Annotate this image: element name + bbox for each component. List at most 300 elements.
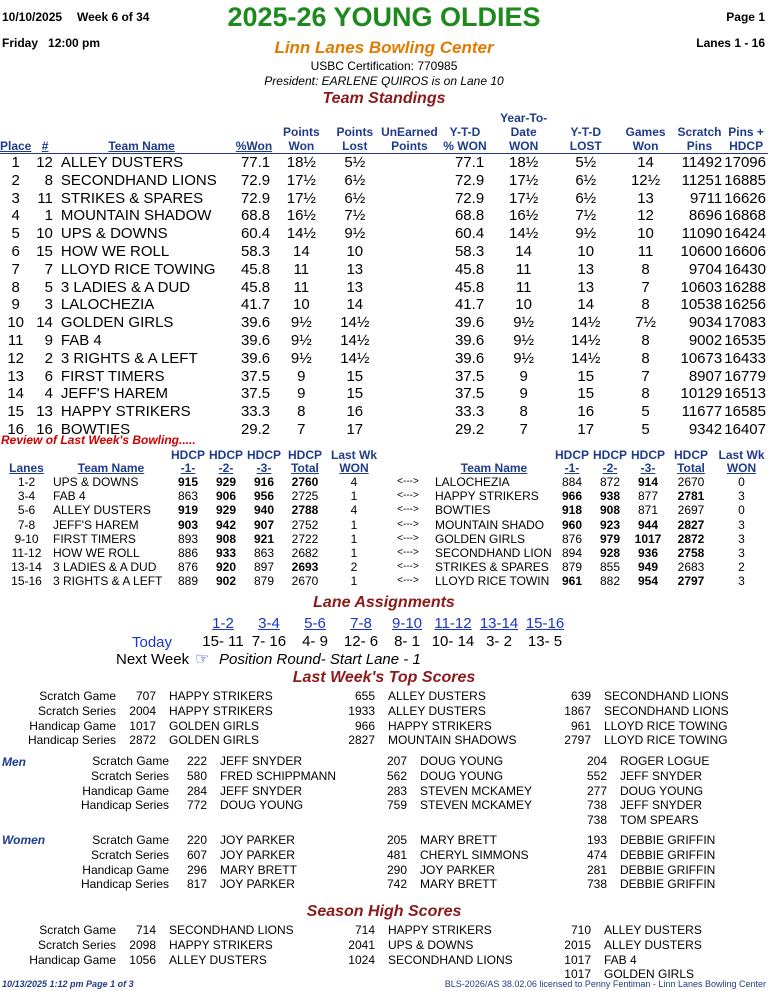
- score-name: LLOYD RICE TOWING: [604, 733, 728, 748]
- standings-cell: 14½: [571, 314, 601, 332]
- review-team-b: STRIKES & SPARES: [435, 560, 549, 575]
- score-name: HAPPY STRIKERS: [388, 923, 492, 937]
- standings-cell: 37.5: [454, 385, 485, 403]
- standings-cell: 8: [641, 385, 650, 403]
- score-value: 1017: [564, 952, 591, 967]
- standings-cell: 16407: [724, 420, 766, 438]
- lane-pair-today: 10- 14: [431, 633, 475, 650]
- review-score-b: 2781: [677, 489, 705, 504]
- review-lanes: 11-12: [11, 546, 42, 561]
- standings-cell: 9002: [688, 331, 723, 349]
- standings-cell: STRIKES & SPARES: [60, 189, 204, 207]
- lane-pair-label: 1-2: [212, 615, 234, 632]
- standings-cell: LLOYD RICE TOWING: [60, 260, 216, 278]
- lane-pair-label: 7-8: [350, 615, 372, 632]
- lane-pair-today: 8- 1: [394, 633, 420, 650]
- score-name: DEBBIE GRIFFIN: [620, 862, 716, 877]
- standings-cell: 72.9: [240, 189, 271, 207]
- rv-col-g2b: HDCP -2-: [592, 448, 627, 475]
- standings-cell: 10538: [680, 296, 723, 314]
- score-label: Handicap Game: [82, 783, 169, 798]
- season-high-title: Season High Scores: [306, 903, 462, 920]
- review-score-b: 2758: [677, 546, 705, 561]
- score-value: 817: [186, 877, 207, 892]
- score-value: 738: [586, 877, 607, 892]
- review-score-a: 933: [215, 546, 237, 561]
- review-score-b: 2872: [677, 531, 705, 546]
- review-score-a: 908: [215, 531, 237, 546]
- standings-cell: [381, 421, 438, 439]
- score-value: 607: [186, 847, 207, 862]
- standings-cell: 16585: [724, 403, 766, 421]
- standings-cell: 11: [293, 278, 310, 296]
- standings-cell: 11: [37, 189, 53, 207]
- review-score-a: 863: [253, 546, 275, 561]
- standings-row: [0, 350, 768, 368]
- standings-cell: 58.3: [240, 242, 271, 260]
- standings-cell: 60.4: [454, 225, 485, 243]
- review-score-a: 876: [177, 560, 199, 575]
- lane-pair-today: 3- 2: [486, 633, 512, 650]
- review-score-a: 2670: [291, 574, 319, 589]
- score-value: 2098: [129, 937, 156, 952]
- col-team: Team Name: [108, 139, 175, 153]
- review-score-a: 2725: [291, 489, 319, 504]
- standings-cell: 9½: [513, 314, 535, 332]
- standings-cell: 10: [36, 225, 53, 243]
- score-value: 474: [586, 847, 607, 862]
- standings-cell: [381, 332, 438, 350]
- standings-cell: 14: [293, 242, 310, 260]
- score-name: FAB 4: [604, 952, 637, 967]
- standings-cell: 15: [7, 403, 25, 421]
- page-number: Page 1: [726, 10, 765, 24]
- standings-row: [0, 190, 768, 208]
- standings-cell: 9711: [689, 189, 723, 207]
- review-score-a: 2752: [291, 517, 319, 532]
- standings-cell: 1: [44, 207, 53, 225]
- rv-col-team: Team Name: [77, 461, 145, 475]
- standings-cell: 13: [346, 278, 364, 296]
- standings-cell: 9342: [688, 420, 723, 438]
- score-name: DEBBIE GRIFFIN: [620, 847, 716, 862]
- standings-cell: 37.5: [240, 385, 271, 403]
- standings-cell: 7: [641, 367, 650, 385]
- score-value: 961: [570, 718, 591, 733]
- review-won-a: 1: [350, 531, 358, 546]
- standings-cell: 6: [11, 242, 20, 260]
- score-name: ROGER LOGUE: [620, 754, 710, 768]
- standings-cell: 6½: [575, 171, 597, 189]
- review-score-a: 893: [177, 531, 199, 546]
- standings-cell: 8: [641, 296, 650, 314]
- standings-cell: [381, 207, 438, 225]
- standings-cell: 33.3: [240, 403, 271, 421]
- score-name: DEBBIE GRIFFIN: [620, 877, 716, 892]
- standings-cell: 10: [637, 225, 654, 243]
- next-week-text: Position Round- Start Lane - 1: [219, 651, 421, 668]
- standings-cell: 13: [346, 260, 364, 278]
- standings-cell: [381, 190, 438, 208]
- review-score-b: 855: [599, 560, 621, 575]
- review-row: [0, 518, 768, 532]
- col-ytd-lost: Y-T-D LOST: [569, 125, 602, 153]
- standings-cell: JEFF'S HAREM: [60, 385, 168, 403]
- standings-cell: 1: [11, 154, 20, 171]
- standings-cell: 17083: [724, 314, 766, 332]
- score-value: 481: [386, 847, 407, 862]
- review-score-b: 938: [599, 489, 621, 504]
- score-name: ALLEY DUSTERS: [388, 689, 486, 703]
- review-score-b: 954: [637, 574, 659, 589]
- standings-cell: 11: [293, 260, 310, 278]
- league-title: 2025-26 YOUNG OLDIES: [227, 2, 541, 32]
- standings-cell: 11: [515, 278, 532, 296]
- review-vs-arrow: <--->: [397, 518, 419, 530]
- standings-cell: 15: [346, 385, 364, 403]
- review-score-a: 889: [177, 574, 199, 589]
- standings-cell: 3 LADIES & A DUD: [60, 278, 191, 296]
- score-value: 707: [135, 689, 156, 703]
- review-score-a: 2722: [291, 531, 319, 546]
- review-vs-arrow: <--->: [397, 561, 419, 573]
- standings-cell: 5: [44, 278, 53, 296]
- standings-cell: 7½: [575, 207, 597, 225]
- score-label: Handicap Game: [29, 718, 116, 733]
- standings-cell: [381, 296, 438, 314]
- review-score-a: 942: [215, 517, 237, 532]
- score-name: STEVEN MCKAMEY: [420, 783, 533, 798]
- standings-cell: 16430: [724, 260, 766, 278]
- review-score-b: 966: [561, 489, 583, 504]
- lane-pair-label: 11-12: [434, 615, 472, 632]
- score-label: Handicap Series: [80, 877, 169, 892]
- score-value: 277: [586, 783, 607, 798]
- review-table: [0, 449, 768, 589]
- next-week-label: Next Week: [116, 651, 190, 668]
- standings-cell: 8: [641, 349, 650, 367]
- standings-cell: 3: [11, 189, 20, 207]
- score-value: 759: [386, 798, 407, 813]
- score-value: 742: [386, 877, 407, 892]
- standings-cell: 9½: [513, 331, 535, 349]
- standings-cell: 14: [515, 242, 532, 260]
- review-lanes: 1-2: [17, 475, 36, 489]
- review-score-a: 902: [215, 574, 237, 589]
- standings-cell: 9½: [575, 225, 597, 243]
- score-label: Scratch Series: [37, 703, 116, 718]
- score-value: 2797: [564, 733, 591, 748]
- standings-cell: 39.6: [240, 314, 271, 332]
- score-value: 205: [386, 833, 407, 847]
- review-score-b: 979: [599, 531, 621, 546]
- rv-col-g1b: HDCP -1-: [554, 448, 589, 475]
- standings-cell: 9704: [688, 260, 723, 278]
- score-value: 710: [570, 923, 591, 937]
- standings-cell: [381, 154, 438, 172]
- standings-row: [0, 225, 768, 243]
- standings-row: [0, 154, 768, 172]
- standings-cell: 7½: [635, 314, 656, 332]
- review-lanes: 13-14: [11, 560, 42, 575]
- standings-cell: 16: [577, 403, 595, 421]
- standings-cell: [381, 368, 438, 386]
- score-value: 193: [586, 833, 607, 847]
- standings-cell: 72.9: [454, 189, 485, 207]
- review-won-b: 3: [738, 531, 745, 546]
- review-lanes: 5-6: [17, 503, 36, 518]
- review-vs-arrow: <--->: [397, 575, 419, 587]
- rv-col-g1: HDCP -1-: [170, 448, 205, 475]
- standings-cell: 9½: [290, 331, 312, 349]
- standings-cell: 6: [44, 367, 53, 385]
- score-value: 1017: [564, 967, 591, 982]
- standings-cell: 16256: [724, 296, 766, 314]
- review-score-a: 863: [177, 489, 199, 504]
- score-name: MARY BRETT: [420, 833, 497, 847]
- standings-cell: UPS & DOWNS: [60, 225, 168, 243]
- review-score-b: 894: [561, 546, 583, 561]
- pointing-hand-icon: ☞: [195, 651, 210, 668]
- score-name: DOUG YOUNG: [220, 798, 304, 813]
- standings-cell: 17½: [509, 171, 539, 189]
- score-name: DOUG YOUNG: [620, 783, 704, 798]
- review-team-b: GOLDEN GIRLS: [435, 531, 526, 546]
- review-won-b: 2: [738, 560, 745, 575]
- review-score-a: 940: [253, 503, 275, 518]
- score-value: 222: [186, 754, 207, 768]
- score-label: Scratch Game: [39, 689, 116, 703]
- review-team-a: FIRST TIMERS: [53, 531, 136, 546]
- col-scratch: Scratch Pins: [677, 125, 722, 153]
- standings-cell: 10: [515, 296, 532, 314]
- score-name: HAPPY STRIKERS: [169, 703, 273, 718]
- score-value: 220: [186, 833, 207, 847]
- review-score-a: 956: [253, 489, 275, 504]
- score-label: Scratch Series: [90, 847, 169, 862]
- standings-cell: 5: [641, 420, 650, 438]
- standings-cell: GOLDEN GIRLS: [60, 314, 174, 332]
- standings-cell: 16288: [724, 278, 766, 296]
- review-won-b: 0: [738, 503, 745, 518]
- standings-cell: 16433: [724, 349, 766, 367]
- standings-row: [0, 207, 768, 225]
- review-score-b: 961: [561, 574, 583, 589]
- score-name: MARY BRETT: [220, 862, 297, 877]
- review-won-a: 1: [350, 517, 358, 532]
- standings-cell: 8907: [688, 367, 723, 385]
- standings-cell: 9: [44, 331, 53, 349]
- score-name: SECONDHAND LIONS: [388, 952, 513, 967]
- col-pts-won: Points Won: [283, 125, 320, 153]
- standings-cell: 7: [297, 420, 306, 438]
- lane-assign-title: Lane Assignments: [313, 594, 455, 611]
- standings-cell: 8: [519, 403, 528, 421]
- standings-cell: 5½: [575, 154, 597, 171]
- score-value: 1056: [129, 952, 156, 967]
- score-name: GOLDEN GIRLS: [169, 733, 260, 748]
- standings-cell: 14½: [286, 225, 316, 243]
- review-score-a: 929: [215, 475, 237, 489]
- women-label: Women: [2, 833, 46, 847]
- standings-cell: LALOCHEZIA: [60, 296, 155, 314]
- score-value: 1867: [564, 703, 591, 718]
- standings-cell: 9: [519, 367, 528, 385]
- score-label: Scratch Series: [90, 768, 169, 783]
- standings-cell: 68.8: [454, 207, 485, 225]
- standings-row: [0, 385, 768, 403]
- standings-cell: ALLEY DUSTERS: [60, 154, 184, 171]
- score-label: Scratch Game: [92, 833, 169, 847]
- review-score-b: 2670: [677, 475, 705, 489]
- standings-cell: SECONDHAND LIONS: [60, 171, 217, 189]
- review-team-a: UPS & DOWNS: [53, 475, 139, 489]
- score-value: 738: [586, 798, 607, 813]
- lane-pair-today: 13- 5: [527, 633, 563, 650]
- standings-cell: 16: [36, 420, 53, 438]
- score-name: JEFF SNYDER: [620, 798, 703, 813]
- standings-cell: 4: [11, 207, 20, 225]
- standings-row: [0, 368, 768, 386]
- score-value: 283: [386, 783, 407, 798]
- standings-cell: 45.8: [454, 278, 485, 296]
- standings-cell: 18½: [509, 154, 539, 171]
- review-vs-arrow: <--->: [397, 547, 419, 559]
- rv-col-g2: HDCP -2-: [208, 448, 243, 475]
- col-pct: %Won: [235, 139, 273, 153]
- top-scores-title: Last Week's Top Scores: [292, 669, 476, 686]
- col-place: Place: [0, 139, 32, 153]
- review-score-b: 1017: [634, 531, 662, 546]
- standings-cell: HAPPY STRIKERS: [60, 403, 191, 421]
- review-won-b: 3: [738, 489, 745, 504]
- standings-cell: 13: [577, 278, 595, 296]
- standings-cell: 12: [637, 207, 654, 225]
- review-won-a: 1: [350, 574, 358, 589]
- score-name: SECONDHAND LIONS: [604, 689, 729, 703]
- score-name: JEFF SNYDER: [620, 768, 703, 783]
- col-pins-hdcp: Pins + HDCP: [728, 125, 764, 153]
- footer-right: BLS-2026/AS 38.02.06 licensed to Penny Fentiman - Linn Lanes Bowling Center: [444, 979, 766, 989]
- standings-cell: 72.9: [454, 171, 485, 189]
- standings-cell: BOWTIES: [60, 420, 131, 438]
- score-name: HAPPY STRIKERS: [169, 689, 273, 703]
- review-score-b: 871: [637, 503, 659, 518]
- standings-cell: 14½: [340, 314, 370, 332]
- rv-col-g3b: HDCP -3-: [630, 448, 665, 475]
- score-name: GOLDEN GIRLS: [604, 967, 695, 982]
- review-vs-arrow: <--->: [397, 532, 419, 544]
- score-name: JEFF SNYDER: [220, 754, 303, 768]
- standings-cell: 5: [11, 225, 20, 243]
- standings-cell: 5: [641, 403, 650, 421]
- score-name: TOM SPEARS: [620, 813, 699, 828]
- review-lanes: 9-10: [14, 531, 39, 546]
- usbc-cert: USBC Certification: 770985: [310, 59, 458, 73]
- standings-cell: 10: [346, 242, 364, 260]
- week-label: Week 6 of 34: [77, 10, 150, 24]
- score-value: 639: [570, 689, 591, 703]
- standings-title: Team Standings: [322, 90, 446, 107]
- standings-cell: 3 RIGHTS & A LEFT: [60, 349, 198, 367]
- score-value: 2041: [348, 937, 375, 952]
- standings-cell: 11677: [681, 403, 723, 421]
- score-value: 207: [386, 754, 407, 768]
- review-score-b: 2697: [677, 503, 705, 518]
- standings-cell: [381, 225, 438, 243]
- standings-cell: HOW WE ROLL: [60, 242, 170, 260]
- standings-cell: 12: [36, 154, 53, 171]
- review-won-b: 3: [738, 517, 745, 532]
- rv-col-total: HDCP Total: [287, 448, 322, 475]
- score-label: Scratch Game: [92, 754, 169, 768]
- standings-cell: 7½: [344, 207, 366, 225]
- review-team-b: LLOYD RICE TOWIN: [435, 574, 550, 589]
- standings-cell: 8: [11, 278, 20, 296]
- standings-cell: [381, 350, 438, 368]
- standings-row: [0, 403, 768, 421]
- standings-cell: 11: [515, 260, 532, 278]
- review-row: [0, 560, 768, 574]
- score-value: 1933: [348, 703, 375, 718]
- standings-cell: 39.6: [240, 331, 271, 349]
- lane-pair-label: 5-6: [304, 615, 326, 632]
- review-score-b: 2797: [677, 574, 705, 589]
- score-name: MARY BRETT: [420, 877, 497, 892]
- standings-cell: 9: [519, 385, 528, 403]
- review-score-a: 886: [177, 546, 199, 561]
- standings-cell: 14: [346, 296, 364, 314]
- standings-cell: 45.8: [240, 260, 271, 278]
- standings-cell: 11090: [681, 225, 723, 243]
- review-team-a: HOW WE ROLL: [53, 546, 140, 561]
- lane-pair-label: 15-16: [525, 615, 565, 632]
- standings-cell: 14½: [340, 331, 370, 349]
- review-won-a: 1: [350, 546, 358, 561]
- review-score-b: 908: [599, 503, 621, 518]
- lane-pair-label: 3-4: [258, 615, 280, 632]
- standings-cell: 45.8: [240, 278, 271, 296]
- score-value: 1017: [129, 718, 156, 733]
- standings-cell: 15: [346, 367, 364, 385]
- score-name: JEFF SNYDER: [220, 783, 303, 798]
- review-score-a: 2788: [291, 503, 319, 518]
- review-team-b: HAPPY STRIKERS: [435, 489, 539, 504]
- score-value: 714: [135, 923, 156, 937]
- score-label: Scratch Game: [39, 923, 116, 937]
- score-name: JOY PARKER: [420, 862, 495, 877]
- standings-cell: 7: [641, 278, 650, 296]
- review-won-a: 4: [350, 475, 358, 489]
- score-label: Handicap Series: [27, 733, 116, 748]
- standings-cell: 16513: [724, 385, 766, 403]
- review-lanes: 15-16: [11, 574, 42, 589]
- standings-cell: FAB 4: [60, 331, 102, 349]
- standings-cell: 14½: [571, 331, 601, 349]
- review-lanes: 3-4: [17, 489, 36, 504]
- score-label: Handicap Game: [29, 952, 116, 967]
- standings-cell: 37.5: [454, 367, 485, 385]
- score-name: ALLEY DUSTERS: [169, 952, 267, 967]
- standings-cell: 13: [577, 260, 595, 278]
- standings-cell: MOUNTAIN SHADOW: [60, 207, 212, 225]
- review-team-a: JEFF'S HAREM: [53, 517, 139, 532]
- standings-cell: 60.4: [240, 225, 271, 243]
- standings-cell: 10: [577, 242, 595, 260]
- rv-col-totalb: HDCP Total: [673, 448, 708, 475]
- score-value: 281: [586, 862, 607, 877]
- standings-cell: 10673: [680, 349, 723, 367]
